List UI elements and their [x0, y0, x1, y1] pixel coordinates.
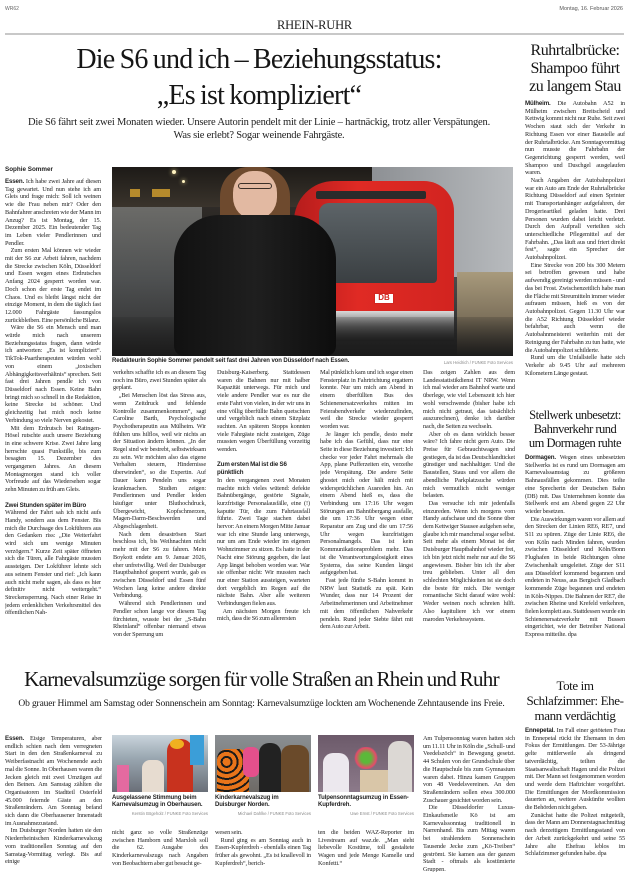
costume-hat	[170, 739, 184, 749]
article-paragraph	[217, 608, 310, 623]
article-paragraph	[423, 431, 515, 500]
paragraph-text: Während sich Pendlerinnen und Pendler schon lange vor diesem Tag fürchteten, wusste bei der „S-Bahn Rheinland“ offenbar niemand etwas von der Sperrung um	[113, 600, 206, 638]
article-paragraph	[525, 516, 625, 639]
paragraph-text: Wegen eines unbesetzten Stellwerks ist es rund um Dormagen am Karnevalssamstag zu größeren Bahnausfällen gekommen. Dies teilte eine Sprecherin der Deutschen Bahn (DB) mit. Das Unternehmen konnte das Stellwerk erst am Abend gegen 22 Uhr wieder besetzen.	[525, 454, 625, 515]
karneval-standfirst: Ob grauer Himmel am Samstag oder Sonnenschein am Sonntag: Karnevalsumzüge lockten am Wochenende Zehntausende ins Freie.	[18, 699, 505, 709]
paragraph-text: Die Autobahn A52 in Mülheim zwischen Breitscheid und Kettwig kommt nicht nur Ruhe. Seit zwei Wochen staut sich der Verkehr in Richtung Essen vor einer Baustelle auf der Ruhrtalbrücke. Am Sonntagvormittag nun musste die Fahrbahn der Gegenrichtung gesperrt werden, weil Shampoo und Duschgel ausgelaufen waren.	[525, 100, 625, 177]
paragraph-text: Fast jede fünfte S-Bahn kommt in NRW laut Statistik zu spät. Kein Wunder, dass nur 14 Prozent der Arbeitnehmerinnen und Arbeitnehmer mit dem öffentlichen Nahverkehr pendeln. Rund jeder Siebte fährt mit dem Auto zur Arbeit.	[320, 576, 413, 631]
paragraph-text: Am Tulpensonntag waren hatten sich um 11.11 Uhr in Köln die „Schull- und Veedelszöch“ in Bewegung gesetzt. 44 Schulen von der Grundschule über die Hauptschule bis zum Gymnasium waren dabei. Hinzu kamen Gruppen von 48 Veedelsvereinen. An den Straßenrändern sollen etwa 300.000 Zuschauer gesichtet worden sein.	[423, 735, 515, 804]
float-model	[360, 770, 390, 792]
paragraph-text: Nach dem desaströsen Start beschloss ich, bis Weihnachten nicht mehr mit der S6 zu fahren. Mein Boykott endete am 9. Januar 2026, eher unfreiwillig. Weil der Duisburger Hauptbahnhof gesperrt wurde, gab es zwischen Düsseldorf und Essen fünf Wochen lang keine andere direkte Verbindung.	[113, 530, 206, 600]
costume-black	[259, 743, 281, 792]
article-paragraph	[112, 829, 208, 868]
karneval-photo-oberhausen	[112, 735, 208, 792]
article-paragraph	[423, 500, 515, 623]
article-paragraph	[525, 454, 625, 516]
costume-pink	[117, 765, 129, 792]
dateline: Mülheim.	[525, 100, 551, 107]
paragraph-text: Die Düsseldorfer Luxus-Einkaufsmeile Kö ist am Karnevalssonntag traditionell in Narrenhand. Bis zum Mittag waren bei strahlendem Sonnenschein Tausende Jecke zum „Kö-Treiben“ geströmt. Sie kamen aus der ganzen Stadt - oftmals als kostümierte Gruppen.	[423, 804, 515, 872]
article-paragraph	[320, 431, 413, 577]
paragraph-text: Mal pünktlich kam und ich sogar einen Fensterplatz in Fahrtrichtung ergattern konnte. Nur um mich am Abend in einem überfüllten Bus des Schienenersatzverkehrs mitten im Feierabendverkehr wiederzufinden, weil die Strecke wieder gesperrt worden war.	[320, 369, 413, 430]
paragraph-text: Ich habe zwei Jahre auf diesen Tag gewartet. Und nun stehe ich am Gleis und frage mich: Soll ich weinen wie die Frau neben mir? Oder den Bahnfahrer anschreien wie der Mann im Anzug? Es ist Montag, der 15. Dezember 2025. Ein bedeutender Tag im Leben vieler Pendlerinnen und Pendler.	[5, 178, 101, 247]
karneval-column-4	[318, 829, 414, 872]
headline-line: Tote im	[556, 678, 594, 693]
article-column-1	[5, 178, 101, 645]
ruhrtal-headline	[525, 42, 625, 96]
main-article-head	[5, 42, 513, 142]
tulip-bouquet	[353, 747, 379, 769]
photo-caption: Redakteurin Sophie Sommer pendelt seit fast drei Jahren von Düsseldorf nach Essen.	[112, 358, 350, 364]
headline-line: Stellwerk unbesetzt:	[529, 408, 621, 422]
photo-caption: Tulpensonntagsumzug in Essen-Kupferdreh.	[318, 795, 409, 809]
face	[233, 171, 277, 219]
article-paragraph	[5, 247, 101, 324]
article-paragraph	[525, 100, 625, 177]
article-paragraph	[5, 735, 102, 827]
paragraph-text: Am nächsten Morgen freute ich mich, dass die S6 zum allerersten	[217, 607, 310, 623]
headline-line: um Dormagen ruhte	[528, 436, 622, 450]
article-paragraph	[217, 369, 310, 454]
black-jacket	[174, 215, 336, 356]
paragraph-text: Während der Fahrt sah ich nicht aufs Handy, sondern aus dem Fenster. Bis mich die Durchsage des Lokführers aus den Gedanken riss: „Die Weiterfahrt wird sich um wenige Minuten verzögern.“ Kurze Zeit später öffneten sich die Türen, alle Fahrgäste mussten aussteigen. Der Lokführer lehnte sich aus seinem Fenster und rief: „Ich kann auch nicht mehr sagen, als dass es hier definitiv nicht weitergeht.“ Streckensperrung. Nach einer Reise in jedem erdenklichen Verkehrsmittel des öffentlichen Nah-	[5, 509, 101, 617]
costume-white	[323, 753, 349, 792]
photo-caption-box	[112, 795, 208, 816]
standfirst-line-2: Was sie erlebt? Sogar weinende Fahrgäste.	[173, 129, 345, 141]
child-pink	[243, 747, 259, 777]
karneval-column-5	[423, 735, 515, 872]
karneval-photo-kupferdreh	[318, 735, 414, 792]
article-paragraph	[5, 509, 101, 617]
karneval-headline: Karnevalsumzüge sorgen für volle Straßen an Rhein und Ruhr	[24, 667, 499, 691]
article-paragraph	[113, 392, 206, 531]
costume-light	[388, 741, 412, 792]
paragraph-text: Duisburg-Kaiserberg. Stattdessen waren die Bahnen nur mit halber Kapazität unterwegs. Für mich und viele andere Pendler war es nur die erste Fahrt von vielen, in der wir uns in eine völlig überfüllte Bahn quetschten und vergeblich nach einem Sitzplatz suchten. An späteren Stopps konnten viele Fahrgäste nicht zusteigen, Züge mussten wegen Überfüllung vorzeitig wenden.	[217, 369, 310, 454]
issue-date: Montag, 16. Februar 2026	[559, 6, 623, 12]
paragraph-text: „Bei Menschen löst das Stress aus, wenn Zeitdruck und fehlende Kontrolle zusammenkommen“, sagt Caroline Barth, Psychologische Psychotherapeutin aus Mülheim. Wir fühlten uns hilflos, weil wir nichts an der Situation ändern können. „In der Regel sind wir bestrebt, selbstwirksam zu sein. Wir möchten also das eigene Verhalten steuern, Hindernisse überwinden“, so die Expertin. Auf Dauer kann Pendeln uns sogar krankmachen. Studien zeigen: Pendlerinnen und Pendler leiden häufiger unter Bluthochdruck, Übergewicht, Kopfschmerzen, Magen-Darm-Beschwerden und Abgeschlagenheit.	[113, 392, 206, 531]
paragraph-text: Rund ging es am Sonntag auch in Essen-Kupferdreh - ebenfalls einen Tag früher als gewohnt. „Es ist knallevoll in Kupferdreh“, berich-	[215, 836, 311, 867]
photo-caption: Ausgelassene Stimmung beim Karnevalsumzug in Oberhausen.	[112, 795, 203, 809]
headline-line-1: Die S6 und ich – Beziehungsstatus:	[76, 44, 442, 75]
header-divider	[5, 33, 624, 35]
article-paragraph	[525, 727, 625, 812]
karneval-photo-duisburg	[215, 735, 311, 792]
standfirst-line-1: Die S6 fährt seit zwei Monaten wieder. Unsere Autorin pendelt mit der Linie – hartnäckig, trotz aller Verspätungen.	[28, 117, 490, 128]
stellwerk-headline	[525, 408, 625, 450]
article-paragraph	[525, 262, 625, 354]
costume-blue	[190, 735, 204, 765]
paragraph-text: verkehrs schaffte ich es an diesem Tag noch ins Büro, zwei Stunden später als geplant.	[113, 369, 206, 392]
article-paragraph	[423, 804, 515, 872]
byline: Sophie Sommer	[5, 166, 53, 173]
karneval-column-1	[5, 735, 102, 872]
paragraph-text: wesen sein.	[215, 829, 243, 836]
photo-caption: Kinderkarnevalszug im Duisburger Norden.	[215, 795, 279, 809]
db-logo: DB	[374, 293, 394, 304]
section-label: RHEIN-RUHR	[276, 18, 353, 32]
photo-caption-box	[215, 795, 311, 816]
article-paragraph	[217, 477, 310, 608]
paragraph-text: Die Auswirkungen waren vor allem auf den Strecken der Linien RE6, RE7, und S11 zu spüren. Züge der Linie RE6, die von Köln nach Minden fahren, wurden zwischen Düsseldorf und Köln/Bonn Flughafen in beide Richtungen ohne Zwischenhalt umgeleitet. Züge der S11 aus Düsseldorf kommend begannen und endeten in Neuss, aus Bergisch Gladbach kommende Züge begannen und endeten in Köln-Nippes. Die Bahnen der RE7, die zwischen Rheine und Krefeld verkehren, fielen komplett aus. Stattdessen wurde ein Schienenersatzverkehr mit Bussen eingerichtet, wie der Betreiber National Express mitteilte. dpa	[525, 515, 625, 639]
dateline: Dormagen.	[525, 454, 556, 461]
article-paragraph	[320, 369, 413, 431]
glasses	[238, 183, 272, 189]
ennepetal-headline	[525, 678, 625, 723]
stellwerk-body	[525, 454, 625, 652]
headline-line-2: „Es ist kompliziert“	[156, 80, 362, 111]
paragraph-text: Eisige Temperaturen, aber endlich schien nach dem verregneten Start in den den Straßenkarneval zu Weiberfastnacht am Wochenende auch mal die Sonne. In Oberhausen waren die Jecken gleich mit zwei Umzügen auf den Beinen. Am Samstag zählten die Organisatoren im Stadtteil Osterfeld 45.000 feiernde Gäste an den Straßenrändern. Am Sonntag befand sich dann die Oberhausener Innenstadt im Ausnahmezustand.	[5, 735, 102, 827]
paragraph-text: Wäre die S6 ein Mensch und man würde mich nach unserem Beziehungsstatus fragen, dann würde ich antworten: „Es ist kompliziert“. TikTok-Paartherapeuten würden wohl von einem „toxischen Abhängigkeitsverhältnis“ sprechen. Seit fast drei Jahren pendle ich von Düsseldorf nach Essen. Keine Bahn bringt mich so schnell in die Redaktion, keine Strecke ist schöner. Und gleichzeitig hat mich noch keine Verbindung so viele Nerven gekostet.	[5, 324, 101, 424]
paragraph-text: Im Duisburger Norden hatten sie den Niederrheinischen Kinderkarnevalszug vom traditionellen Sonntag auf den Samstag-Vormittag verlegt. Bis auf einige	[5, 827, 102, 866]
headline-line: zu langem Stau	[529, 78, 621, 95]
paragraph-text: Eine Strecke von 200 bis 300 Metern sei betroffen gewesen und habe aufwendig gereinigt werden müssen - und das bei Frost. Zwischenzeitlich habe man die Fläche mit Streumitteln immer wieder aufrauen müssen, hieß es von der Autobahnpolizei. Gegen 11.30 Uhr war die A52 Richtung Düsseldorf wieder befahrbar, auch wenn die Autobahnmeisterei weiterhin mit der Reinigung der Fahrbahn zu tun hatte, wie die Autobahnpolizei schilderte.	[525, 261, 625, 354]
article-paragraph	[423, 369, 515, 431]
paragraph-text: Das versuche ich mir jedenfalls einzureden. Wenn ich morgens vom Handy aufschaue und die Sonne über dem Kettwiger Stausee aufgehen sehe, glaube ich mir manchmal sogar selbst. Seit mehr als einem Monat ist der Duisburger Hauptbahnhof wieder frei, ich bin jetzt nicht mehr nur auf die S6 angewiesen. Bisher bin ich ihr aber treu geblieben. Unter all den schlechten Möglichkeiten ist sie doch die beste für mich. Die weniger romantische Sicht darauf wäre wohl: Weder weinen noch schreien hilft. Also kapituliere ich vor einem maroden Verkehrssystem.	[423, 499, 515, 623]
photo-credit: Uwe Ernst / FUNKE Foto Services	[350, 811, 414, 817]
article-paragraph	[5, 178, 101, 247]
costume-white	[142, 760, 164, 792]
photo-credit: Lars Heidrich / FUNKE Foto Services	[443, 360, 513, 365]
ennepetal-story	[525, 678, 625, 872]
headline-line: Shampoo führt	[530, 60, 620, 77]
karneval-column-2	[112, 829, 208, 872]
paragraph-text: Im Fall einer getöteten Frau in Ennepetal rückt ihr Ehemann in den Fokus der Ermittlungen. Der 53-Jährige gelte mittlerweile als dringend tatverdächtig, teilten die Staatsanwaltschaft Hagen und die Polizei mit. Der Mann sei festgenommen worden und werde dem Haftrichter vorgeführt. Die Ermittlungen der Mordkommission dauerten an, weitere Auskünfte wollten die Behörden nicht geben.	[525, 727, 625, 812]
article-paragraph	[525, 177, 625, 262]
paragraph-text: ten die beiden WAZ-Reporter im Livestream auf waz.de. „Man sieht liebevolle Kostüme, toll gestaltete Wagen und jede Menge Kamelle und Konfetti.“	[318, 829, 414, 867]
karneval-head	[5, 666, 518, 710]
section-title	[0, 18, 629, 33]
headline-line: Ruhrtalbrücke:	[530, 42, 620, 59]
dateline: Essen.	[5, 178, 25, 185]
dateline: Ennepetal.	[525, 727, 555, 734]
article-paragraph	[5, 324, 101, 424]
paragraph-text: Rund um die Unfallstelle hatte sich Verkehr ab 9.45 Uhr auf mehreren Kilometern Länge gestaut.	[525, 354, 625, 377]
article-paragraph	[525, 812, 625, 858]
main-photo	[112, 167, 513, 356]
article-paragraph	[113, 531, 206, 600]
article-paragraph	[5, 827, 102, 866]
paragraph-text: nicht ganz so volle Straßenzüge zwischen Hamborn und Marxloh soll die 62. Ausgabe des Kinderkarnevalszugs nach Angaben von Beobachtern aber gut besucht ge-	[112, 829, 208, 867]
headline-line: Schlafzimmer: Ehe-	[526, 693, 624, 708]
photo-credit: Kerstin Bögeholz / FUNKE Foto Services	[131, 811, 208, 817]
stellwerk-story	[525, 408, 625, 652]
article-paragraph	[525, 354, 625, 377]
paragraph-text: Das zeigen Zahlen aus dem Landesstatistikdienst IT NRW. Wenn ich mal wieder am Bahnhof warte und überlege, wie viel Lebenszeit ich hier wohl verschwende (bisher habe ich mich nicht getraut, das tatsächlich auszurechnen), denke ich darüber nach, die Seiten zu wechseln.	[423, 369, 515, 430]
article-paragraph	[215, 829, 311, 837]
article-column-4	[320, 369, 413, 645]
karneval-column-3	[215, 829, 311, 872]
article-column-2	[113, 369, 206, 645]
photo-caption-box	[318, 795, 414, 816]
article-paragraph	[423, 735, 515, 804]
article-paragraph	[320, 577, 413, 631]
article-subheading: Zwei Stunden später im Büro	[5, 501, 87, 509]
paragraph-text: Je länger ich pendle, desto mehr habe ich das Gefühl, dass nur eine Seite in diese Beziehung investiert: Ich checke vor jeder Fahrt mehrmals die App, plane Pufferzeiten ein, verzeihe jede Verspätung. Die andere Seite ghostet mich oder hält mich mit widersprüchlichen Ausreden hin. An einem Abend hieß es, dass die Verbindung um 17:16 Uhr wegen Störungen am Bahnübergang ausfalle, die um 17:36 Uhr wegen einer Reparatur am Zug und die um 17:56 Uhr wegen kurzfristigen Personalmangels. Das ist kein Kommunikationsproblem mehr. Das ist die Verantwortungslosigkeit eines Systems, das seine Kunden längst aufgegeben hat.	[320, 430, 413, 577]
article-paragraph	[318, 829, 414, 868]
ruhrtal-story	[525, 42, 625, 404]
photo-credit: Michael Dahlke / FUNKE Foto Services	[237, 811, 311, 817]
article-column-3	[217, 369, 310, 645]
headline-line: Bahnverkehr rund	[533, 422, 617, 436]
paragraph-text: Aber ob es dann wirklich besser wäre? Ich fahre nicht gern Auto. Die Preise für Gebrauchtwagen sind gestiegen, da ist das Deutschlandticket günstiger und nachhaltiger. Und die Baustellen, Staus und vor allem die abendliche Parkplatzsuche würden mich vermutlich nicht weniger belasten.	[423, 430, 515, 500]
paragraph-text: Zunächst hatte die Polizei mitgeteilt, dass der Mann am Donnerstagnachmittag nach derzeitigem Ermittlungsstand von der Arbeit zurückgekehrt und seine 55 Jahre alte Ehefrau leblos im Schlafzimmer gefunden habe. dpa	[525, 811, 625, 858]
ennepetal-body	[525, 727, 625, 872]
article-paragraph	[215, 837, 311, 868]
ruhrtal-body	[525, 100, 625, 404]
article-paragraph	[113, 369, 206, 392]
article-paragraph	[113, 600, 206, 639]
edition-code: WR62	[5, 6, 19, 12]
costume-brown	[281, 745, 309, 792]
paragraph-text: In den vergangenen zwei Monaten machte mich vieles wütend: defekte Bahnübergänge, gestörte Signale, kurzfristige Personalausfälle, eine (!) kaputte Tür, die zum Fahrtausfall führte. Zwei Tage stachen dabei hervor: An einem Morgen Mitte Januar war ich eine Stunde lang unterwegs, nur um am Ende wieder im eigenen Wohnzimmer zu sitzen. Es hatte in der Nacht eine Störung gegeben, die laut App längst behoben worden war. War sie offenbar nicht: Wir mussten nach nur einer Station aussteigen, warteten dort vergeblich im Regen auf die nächste Bahn. Aber alle weiteren Verbindungen fielen aus.	[217, 476, 310, 608]
woman-portrait	[112, 167, 513, 356]
article-subheading: Zum ersten Mal ist die S6 pünktlich	[217, 461, 287, 477]
article-column-5	[423, 369, 515, 645]
headline-line: mann verdächtig	[534, 708, 616, 723]
paragraph-text: Mit dem Erdrutsch bei Ratingen-Hösel rutschte auch unsere Beziehung in eine schwere Krise. Zwei Jahre lang herrschte quasi Funkstille, bis zum besagten 15. Dezember des vergangenen Jahres. An diesem Montagmorgen stand ich voller Vorfreude auf das Wiedersehen sogar zehn Minuten zu früh am Gleis.	[5, 424, 101, 494]
article-paragraph	[5, 425, 101, 494]
paragraph-text: Nach Angaben der Autobahnpolizei war ein Auto am Ende der Ruhrtalbrücke Richtung Düsseldorf auf einen Sprinter mit Transportanhänger aufgefahren, der Drogerieartikel geladen hatte. Drei Personen wurden dabei leicht verletzt. Durch den Aufprall verteilten sich unterschiedliche Pflegemittel auf der Fahrbahn. „Das läuft aus und friert direkt fest“, sagte ein Sprecher der Autobahnpolizei.	[525, 177, 625, 262]
dateline: Essen.	[5, 735, 25, 742]
paragraph-text: Zum ersten Mal können wir wieder mit der S6 zur Arbeit fahren, nachdem die Strecke zwischen Köln, Düsseldorf und Essen wegen eines Erdrutsches Anfang 2024 gesperrt worden war. Doch schon der erste Tag endet im Chaos. Und es bleibt längst nicht der einzige Moment, in dem die täglich fast 12.000 Fahrgäste fassungslos zurückbleiben. Eine persönliche Bilanz.	[5, 247, 101, 324]
